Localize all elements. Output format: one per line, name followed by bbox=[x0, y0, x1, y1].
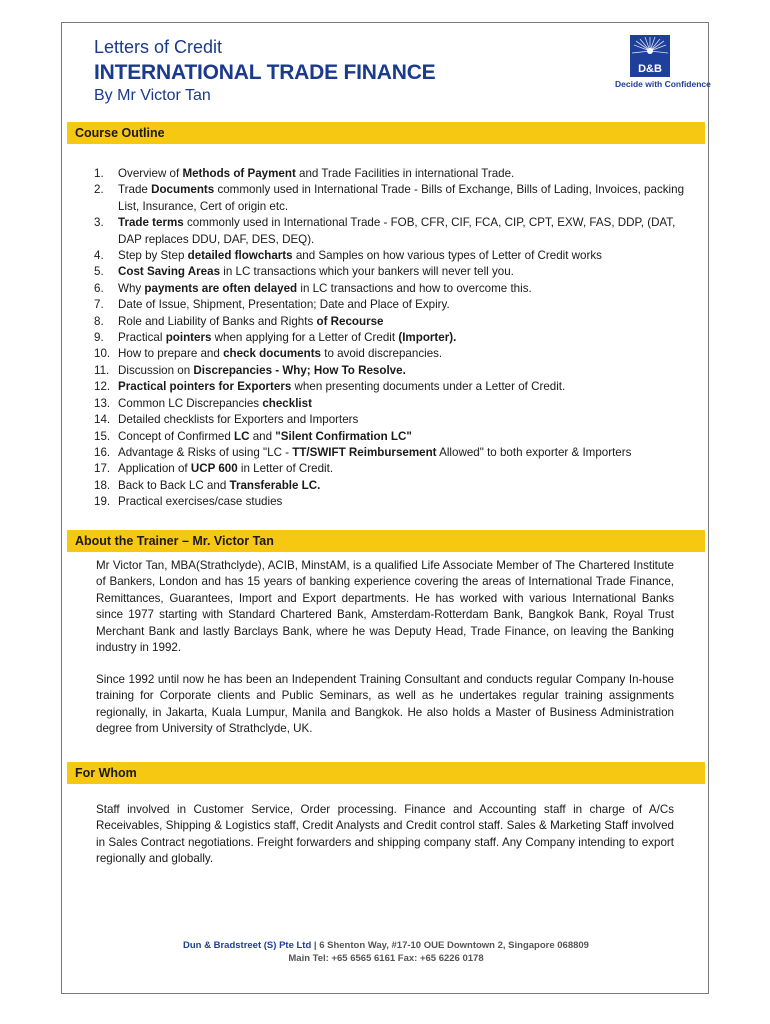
trainer-paragraph-1: Mr Victor Tan, MBA(Strathclyde), ACIB, MinstAM, is a qualified Life Associate Member of The Chartered Institute of Bankers, London and has 15 years of banking experience covering the areas of International Trade Finance, Remittances, Guarantees, Import and Export departments. He has worked with various International Banks since 1977 starting with Standard Chartered Bank, Amsterdam-Rotterdam Bank, Bangkok Bank, Royal Trust Merchant Bank and lastly Barclays Bank, where he was Deputy Head, Trade Finance, on leaving the Banking industry in 1992. bbox=[96, 559, 674, 655]
footer-contact: Main Tel: +65 6565 6161 Fax: +65 6226 0178 bbox=[288, 953, 484, 964]
outline-item bbox=[94, 396, 694, 412]
outline-item bbox=[94, 412, 694, 428]
outline-item-text: in Letter of Credit. bbox=[237, 462, 334, 476]
outline-item bbox=[94, 379, 694, 395]
section-heading-trainer: About the Trainer – Mr. Victor Tan bbox=[67, 530, 705, 552]
outline-item-text: commonly used in International Trade - Bills of Exchange, Bills of Lading, Invoices, packing List, Insurance, Cert of origin etc. bbox=[118, 183, 685, 213]
outline-item-number: 2. bbox=[94, 183, 104, 197]
outline-item bbox=[94, 248, 694, 264]
logo-tagline: Decide with Confidence bbox=[615, 79, 711, 89]
outline-item-number: 5. bbox=[94, 265, 104, 279]
outline-item-number: 11. bbox=[94, 363, 110, 377]
footer bbox=[62, 939, 710, 965]
footer-address-line bbox=[62, 939, 710, 952]
outline-item bbox=[94, 215, 694, 248]
outline-item bbox=[94, 494, 694, 510]
document-page bbox=[61, 22, 709, 994]
outline-item bbox=[94, 461, 694, 477]
doc-author: By Mr Victor Tan bbox=[94, 87, 211, 104]
outline-item bbox=[94, 297, 694, 313]
outline-item-text: Detailed checklists for Exporters and Importers bbox=[118, 413, 359, 427]
outline-item bbox=[94, 346, 694, 362]
outline-item bbox=[94, 478, 694, 494]
outline-item-text: Documents bbox=[151, 183, 215, 197]
outline-item bbox=[94, 264, 694, 280]
outline-item-text: pointers bbox=[165, 331, 212, 345]
outline-item-number: 17. bbox=[94, 462, 111, 476]
outline-item bbox=[94, 281, 694, 297]
outline-item-text: Why bbox=[118, 281, 145, 295]
outline-item-text: LC bbox=[234, 429, 250, 443]
outline-item bbox=[94, 445, 694, 461]
outline-item-text: Discrepancies - Why; How To Resolve. bbox=[193, 363, 406, 377]
outline-item-number: 13. bbox=[94, 396, 111, 410]
outline-item-text: and Trade Facilities in international Trade. bbox=[295, 167, 515, 180]
outline-item-text: Trade terms bbox=[118, 216, 184, 230]
outline-item-text: payments are often delayed bbox=[144, 281, 298, 295]
outline-item-text: when presenting documents under a Letter of Credit. bbox=[291, 380, 566, 394]
for-whom-paragraph: Staff involved in Customer Service, Order processing. Finance and Accounting staff in charge of A/Cs Receivables, Shipping & Logistics staff, Credit Analysts and Credit control staff. Sales & Marketing Staff involved in Sales Contract negotiations. Freight forwarders and shipping company staff. Any Company intending to export regionally and globally. bbox=[96, 803, 674, 866]
outline-item-text: detailed flowcharts bbox=[187, 249, 293, 263]
outline-item-text: to avoid discrepancies. bbox=[321, 347, 443, 361]
outline-item-text: Application of bbox=[118, 462, 191, 476]
outline-item-text: Practical exercises/case studies bbox=[118, 495, 283, 509]
outline-item-number: 16. bbox=[94, 445, 111, 459]
outline-item-text: How to prepare and bbox=[118, 347, 224, 361]
outline-item-text: Allowed" to both exporter & Importers bbox=[436, 445, 632, 459]
outline-item-number: 3. bbox=[94, 216, 104, 230]
outline-item-text: Practical pointers for Exporters bbox=[118, 380, 292, 394]
outline-item-number: 6. bbox=[94, 281, 104, 295]
outline-item-text: Advantage & Risks of using "LC - bbox=[118, 445, 293, 459]
outline-item-text: Overview of bbox=[118, 167, 183, 180]
outline-item-text: Methods of Payment bbox=[182, 167, 296, 180]
outline-item-text: Back to Back LC and bbox=[118, 478, 230, 492]
outline-item-text: when applying for a Letter of Credit bbox=[211, 331, 399, 345]
outline-item-number: 10. bbox=[94, 347, 111, 361]
outline-item-number: 4. bbox=[94, 249, 104, 263]
outline-item-number: 1. bbox=[94, 167, 104, 180]
outline-item-text: Cost Saving Areas bbox=[118, 265, 221, 279]
logo-text: D&B bbox=[638, 63, 662, 75]
outline-item-number: 15. bbox=[94, 429, 111, 443]
outline-item bbox=[94, 182, 694, 215]
outline-item-number: 12. bbox=[94, 380, 111, 394]
outline-item-text: and bbox=[249, 429, 276, 443]
dnb-logo bbox=[615, 35, 711, 95]
outline-item-number: 19. bbox=[94, 495, 111, 509]
outline-item-number: 14. bbox=[94, 413, 111, 427]
footer-address: | 6 Shenton Way, #17-10 OUE Downtown 2, Singapore 068809 bbox=[311, 940, 589, 951]
outline-item-text: Transferable LC. bbox=[229, 478, 321, 492]
outline-item-number: 18. bbox=[94, 478, 111, 492]
course-outline-list bbox=[94, 166, 694, 511]
outline-item-text: Date of Issue, Shipment, Presentation; Date and Place of Expiry. bbox=[118, 298, 450, 312]
outline-item-text: "Silent Confirmation LC" bbox=[275, 429, 412, 443]
outline-item-text: Common LC Discrepancies bbox=[118, 396, 263, 410]
outline-item bbox=[94, 429, 694, 445]
outline-item-text: Trade bbox=[118, 183, 152, 197]
outline-item bbox=[94, 314, 694, 330]
outline-item-text: (Importer). bbox=[398, 331, 457, 345]
outline-item-text: in LC transactions and how to overcome this. bbox=[297, 281, 532, 295]
outline-item-text: Practical bbox=[118, 331, 166, 345]
footer-company: Dun & Bradstreet (S) Pte Ltd bbox=[183, 940, 312, 951]
outline-item bbox=[94, 330, 694, 346]
logo-mark bbox=[630, 35, 670, 77]
outline-item-number: 9. bbox=[94, 331, 104, 345]
section-heading-for-whom: For Whom bbox=[67, 762, 705, 784]
outline-item-text: in LC transactions which your bankers will never tell you. bbox=[220, 265, 514, 279]
outline-item-text: Role and Liability of Banks and Rights bbox=[118, 314, 317, 328]
outline-item-text: check documents bbox=[223, 347, 321, 361]
outline-item-text: Discussion on bbox=[118, 363, 194, 377]
outline-item-text: of Recourse bbox=[316, 314, 384, 328]
outline-item bbox=[94, 166, 694, 182]
outline-item bbox=[94, 363, 694, 379]
outline-item-number: 8. bbox=[94, 314, 104, 328]
doc-subject: Letters of Credit bbox=[94, 37, 223, 57]
outline-item-text: Concept of Confirmed bbox=[118, 429, 234, 443]
doc-title: INTERNATIONAL TRADE FINANCE bbox=[94, 61, 436, 84]
outline-item-text: TT/SWIFT Reimbursement bbox=[292, 445, 437, 459]
outline-item-text: and Samples on how various types of Letter of Credit works bbox=[292, 249, 602, 263]
outline-item-number: 7. bbox=[94, 298, 104, 312]
outline-item-text: commonly used in International Trade - FOB, CFR, CIF, FCA, CIP, CPT, EXW, FAS, DDP, (DAT, DAP replaces DDU, DAF, DES, DEQ). bbox=[118, 216, 676, 246]
outline-item-text: Step by Step bbox=[118, 249, 188, 263]
outline-item-text: checklist bbox=[262, 396, 312, 410]
outline-item-text: UCP 600 bbox=[190, 462, 238, 476]
section-heading-course-outline: Course Outline bbox=[67, 122, 705, 144]
trainer-paragraph-2: Since 1992 until now he has been an Independent Training Consultant and conducts regular Company In-house training for Corporate clients and Public Seminars, as well as he undertakes regular training assignments regionally, in Jakarta, Kuala Lumpur, Manila and Bangkok. He also holds a Master of Business Administration degree from University of Strathclyde, UK. bbox=[96, 673, 674, 736]
